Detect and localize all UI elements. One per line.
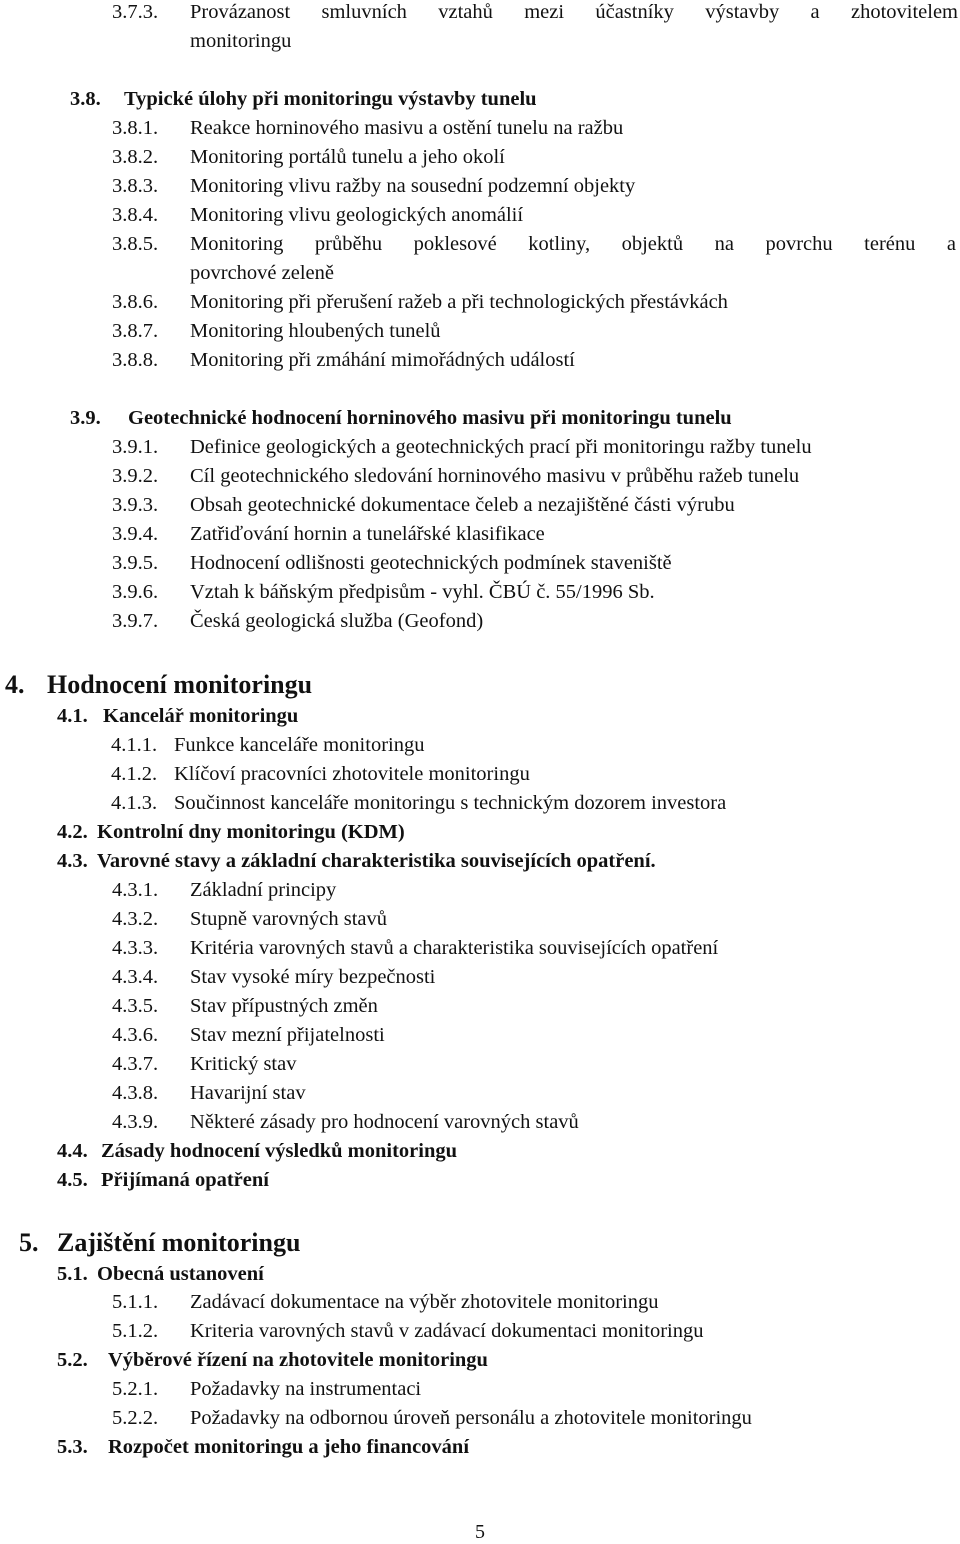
chapter-number: 5.	[19, 1228, 39, 1257]
toc-title: Požadavky na odbornou úroveň personálu a zhotovitele monitoringu	[190, 1407, 752, 1429]
toc-title: povrchové zeleně	[190, 262, 334, 284]
toc-title: Monitoring vlivu geologických anomálií	[190, 204, 524, 226]
toc-number: 4.5.	[57, 1169, 88, 1191]
toc-number: 3.8.1.	[112, 117, 159, 139]
toc-title: Definice geologických a geotechnických prací při monitoringu ražby tunelu	[190, 436, 812, 458]
toc-number: 4.3.9.	[112, 1111, 159, 1133]
toc-number: 3.9.1.	[112, 436, 159, 458]
toc-title: Hodnocení odlišnosti geotechnických podmínek staveniště	[190, 552, 672, 574]
toc-title: Obsah geotechnické dokumentace čeleb a nezajištěné části výrubu	[190, 494, 735, 516]
toc-title: Funkce kanceláře monitoringu	[174, 734, 425, 756]
toc-title: Monitoring průběhu poklesové kotliny, objektů na povrchu terénu a	[190, 233, 956, 255]
toc-title: Některé zásady pro hodnocení varovných stavů	[190, 1111, 579, 1133]
toc-title: Kontrolní dny monitoringu (KDM)	[97, 821, 405, 843]
toc-title: Rozpočet monitoringu a jeho financování	[108, 1436, 470, 1458]
toc-number: 3.8.	[70, 88, 101, 110]
toc-number: 4.4.	[57, 1140, 88, 1162]
toc-title: Přijímaná opatření	[101, 1169, 269, 1191]
toc-entry-continuation	[190, 261, 334, 285]
toc-title: Výběrové řízení na zhotovitele monitoringu	[108, 1349, 488, 1371]
toc-number: 4.3.2.	[112, 908, 159, 930]
toc-number: 3.9.5.	[112, 552, 159, 574]
toc-title: Monitoring při přerušení ražeb a při technologických přestávkách	[190, 291, 728, 313]
toc-number: 3.8.2.	[112, 146, 159, 168]
toc-title: monitoringu	[190, 30, 292, 52]
toc-title: Monitoring hloubených tunelů	[190, 320, 441, 342]
toc-title: Reakce horninového masivu a ostění tunelu na ražbu	[190, 117, 624, 139]
toc-title: Stupně varovných stavů	[190, 908, 387, 930]
toc-number: 3.8.6.	[112, 291, 159, 313]
toc-title: Kritéria varovných stavů a charakteristika souvisejících opatření	[190, 937, 719, 959]
toc-title: Varovné stavy a základní charakteristika souvisejících opatření.	[97, 850, 656, 872]
toc-number: 4.2.	[57, 821, 88, 843]
toc-number: 3.8.3.	[112, 175, 159, 197]
toc-title: Typické úlohy při monitoringu výstavby tunelu	[124, 88, 537, 110]
toc-title: Stav přípustných změn	[190, 995, 378, 1017]
toc-title: Česká geologická služba (Geofond)	[190, 610, 484, 632]
toc-number: 3.9.	[70, 407, 101, 429]
toc-number: 4.1.1.	[111, 734, 158, 756]
toc-title: Zadávací dokumentace na výběr zhotovitele monitoringu	[190, 1291, 659, 1313]
toc-number: 3.8.7.	[112, 320, 159, 342]
page-number: 5	[475, 1521, 485, 1543]
toc-number: 4.3.8.	[112, 1082, 159, 1104]
chapter-title: Hodnocení monitoringu	[47, 670, 313, 699]
toc-number: 5.1.	[57, 1263, 88, 1285]
toc-number: 4.3.4.	[112, 966, 159, 988]
toc-title: Stav mezní přijatelnosti	[190, 1024, 385, 1046]
toc-number: 5.3.	[57, 1436, 88, 1458]
toc-title: Monitoring portálů tunelu a jeho okolí	[190, 146, 505, 168]
toc-number: 4.1.	[57, 705, 88, 727]
toc-title: Kriteria varovných stavů v zadávací dokumentaci monitoringu	[190, 1320, 704, 1342]
toc-number: 3.8.5.	[112, 233, 159, 255]
toc-number: 3.9.3.	[112, 494, 159, 516]
toc-title: Stav vysoké míry bezpečnosti	[190, 966, 436, 988]
toc-number: 3.9.7.	[112, 610, 159, 632]
toc-title: Zásady hodnocení výsledků monitoringu	[101, 1140, 457, 1162]
toc-number: 4.1.3.	[111, 792, 158, 814]
toc-title: Monitoring při zmáhání mimořádných událostí	[190, 349, 575, 371]
toc-title: Monitoring vlivu ražby na sousední podzemní objekty	[190, 175, 636, 197]
toc-entry-continuation	[190, 29, 291, 53]
toc-title: Klíčoví pracovníci zhotovitele monitoringu	[174, 763, 530, 785]
toc-number: 5.2.1.	[112, 1378, 159, 1400]
toc-number: 5.2.2.	[112, 1407, 159, 1429]
toc-title: Základní principy	[190, 879, 337, 901]
toc-number: 3.8.4.	[112, 204, 159, 226]
toc-number: 3.8.8.	[112, 349, 159, 371]
toc-title: Kritický stav	[190, 1053, 297, 1075]
toc-number: 4.3.	[57, 850, 88, 872]
toc-title: Požadavky na instrumentaci	[190, 1378, 422, 1400]
toc-number: 4.3.3.	[112, 937, 159, 959]
toc-title: Kancelář monitoringu	[103, 705, 299, 727]
toc-number: 3.9.6.	[112, 581, 159, 603]
chapter-title: Zajištění monitoringu	[57, 1228, 301, 1257]
toc-title: Geotechnické hodnocení horninového masivu při monitoringu tunelu	[128, 407, 732, 429]
toc-number: 4.1.2.	[111, 763, 158, 785]
toc-number: 3.9.2.	[112, 465, 159, 487]
toc-number: 5.2.	[57, 1349, 88, 1371]
toc-number: 4.3.6.	[112, 1024, 159, 1046]
toc-number: 5.1.1.	[112, 1291, 159, 1313]
toc-number: 4.3.7.	[112, 1053, 159, 1075]
toc-number: 3.7.3.	[112, 1, 159, 23]
toc-number: 3.9.4.	[112, 523, 159, 545]
chapter-number: 4.	[5, 670, 25, 699]
toc-title: Vztah k báňským předpisům - vyhl. ČBÚ č. 55/1996 Sb.	[190, 581, 655, 603]
toc-title: Provázanost smluvních vztahů mezi účastníky výstavby a zhotovitelem	[190, 1, 958, 23]
toc-title: Havarijní stav	[190, 1082, 306, 1104]
toc-number: 4.3.5.	[112, 995, 159, 1017]
toc-number: 5.1.2.	[112, 1320, 159, 1342]
toc-title: Zatřiďování hornin a tunelářské klasifikace	[190, 523, 545, 545]
toc-title: Cíl geotechnického sledování horninového masivu v průběhu ražeb tunelu	[190, 465, 800, 487]
toc-title: Součinnost kanceláře monitoringu s technickým dozorem investora	[174, 792, 727, 814]
toc-number: 4.3.1.	[112, 879, 159, 901]
toc-title: Obecná ustanovení	[97, 1263, 264, 1285]
